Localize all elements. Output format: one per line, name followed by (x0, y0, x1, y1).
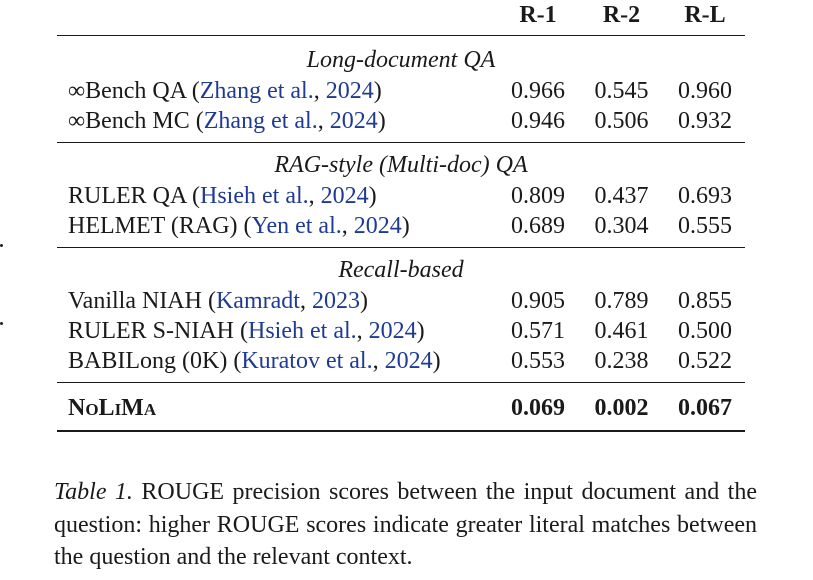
caption-label: Table 1. (54, 479, 133, 505)
row-label (57, 181, 498, 211)
citation-close: ) (416, 318, 425, 344)
citation-separator: , (313, 78, 326, 104)
table-caption (54, 476, 757, 574)
rl-value: 0.555 (665, 211, 745, 248)
rouge-table-container (57, 0, 745, 432)
total-r2-value: 0.002 (578, 383, 665, 432)
citation-year-link[interactable]: 2024 (368, 318, 417, 344)
dataset-name: RULER QA ( (68, 183, 200, 209)
header-rl: R-L (665, 0, 745, 36)
citation-year-link[interactable]: 2023 (311, 288, 360, 314)
citation-year-link[interactable]: 2024 (329, 108, 378, 134)
header-r1: R-1 (498, 0, 578, 36)
citation-link[interactable]: Hsieh et al. (200, 183, 309, 209)
citation-close: ) (432, 348, 441, 374)
section-header (57, 143, 745, 182)
rl-value: 0.522 (678, 348, 732, 374)
margin-dot (0, 244, 3, 247)
citation-close: ) (368, 183, 377, 209)
table-row (57, 346, 745, 383)
r2-value: 0.304 (578, 211, 665, 248)
dataset-name: RULER S-NIAH ( (68, 318, 248, 344)
table-row (57, 316, 745, 346)
table-row (57, 76, 745, 106)
rl-value: 0.932 (665, 106, 745, 143)
rouge-table (57, 0, 745, 432)
table-row (57, 181, 745, 211)
table-row (57, 286, 745, 316)
header-blank (57, 0, 498, 36)
r1-value: 0.966 (511, 78, 565, 104)
section-title: Recall-based (338, 257, 464, 283)
row-label (57, 286, 498, 316)
citation-close: ) (373, 78, 382, 104)
section-title: Long-document QA (306, 47, 496, 73)
section-header (57, 248, 745, 287)
citation-separator: , (372, 348, 385, 374)
citation-year-link[interactable]: 2024 (353, 213, 402, 239)
r1-value: 0.905 (511, 288, 565, 314)
r1-value: 0.809 (511, 183, 565, 209)
total-row (57, 383, 745, 432)
r1-value: 0.571 (511, 318, 565, 344)
citation-link[interactable]: Kamradt (215, 288, 300, 314)
total-label: NoLiMa (57, 383, 498, 432)
table-row (57, 211, 745, 248)
r2-value: 0.789 (594, 288, 649, 314)
r1-value: 0.946 (498, 106, 578, 143)
citation-year-link[interactable]: 2024 (320, 183, 369, 209)
dataset-name: ∞Bench QA ( (68, 78, 200, 104)
r2-value: 0.461 (594, 318, 649, 344)
header-r2: R-2 (578, 0, 665, 36)
citation-link[interactable]: Kuratov et al. (241, 348, 373, 374)
table-row (57, 106, 745, 143)
row-label (57, 76, 498, 106)
rl-value: 0.500 (678, 318, 732, 344)
r2-value: 0.437 (594, 183, 649, 209)
citation-separator: , (341, 213, 354, 239)
dataset-name: Vanilla NIAH ( (68, 288, 216, 314)
section-header (57, 36, 745, 77)
citation-close: ) (401, 213, 410, 239)
header-row (57, 0, 745, 36)
r2-value: 0.506 (578, 106, 665, 143)
row-label (57, 211, 498, 248)
rl-value: 0.693 (678, 183, 732, 209)
row-label (57, 316, 498, 346)
rl-value: 0.960 (678, 78, 732, 104)
citation-close: ) (377, 108, 386, 134)
margin-dot (0, 322, 3, 325)
caption-text: ROUGE precision scores between the input document and the question: higher ROUGE scores indicate greater literal matches between the question and the relevant context. (54, 479, 757, 570)
citation-separator: , (299, 288, 312, 314)
total-rl-value: 0.067 (665, 383, 745, 432)
r2-value: 0.545 (594, 78, 649, 104)
citation-link[interactable]: Hsieh et al. (248, 318, 357, 344)
dataset-name: BABILong (0K) ( (68, 348, 242, 374)
citation-close: ) (359, 288, 368, 314)
total-r1-value: 0.069 (498, 383, 578, 432)
citation-year-link[interactable]: 2024 (325, 78, 374, 104)
row-label (57, 346, 498, 383)
citation-separator: , (317, 108, 330, 134)
r1-value: 0.689 (498, 211, 578, 248)
citation-separator: , (356, 318, 369, 344)
citation-separator: , (308, 183, 321, 209)
rl-value: 0.855 (678, 288, 732, 314)
dataset-name: HELMET (RAG) ( (68, 213, 252, 239)
r2-value: 0.238 (594, 348, 649, 374)
citation-link[interactable]: Zhang et al. (203, 108, 318, 134)
citation-year-link[interactable]: 2024 (384, 348, 433, 374)
r1-value: 0.553 (511, 348, 565, 374)
citation-link[interactable]: Yen et al. (251, 213, 342, 239)
row-label (57, 106, 498, 143)
citation-link[interactable]: Zhang et al. (199, 78, 314, 104)
dataset-name: ∞Bench MC ( (68, 108, 204, 134)
section-title: RAG-style (Multi-doc) QA (274, 152, 528, 178)
table-body (57, 0, 745, 431)
